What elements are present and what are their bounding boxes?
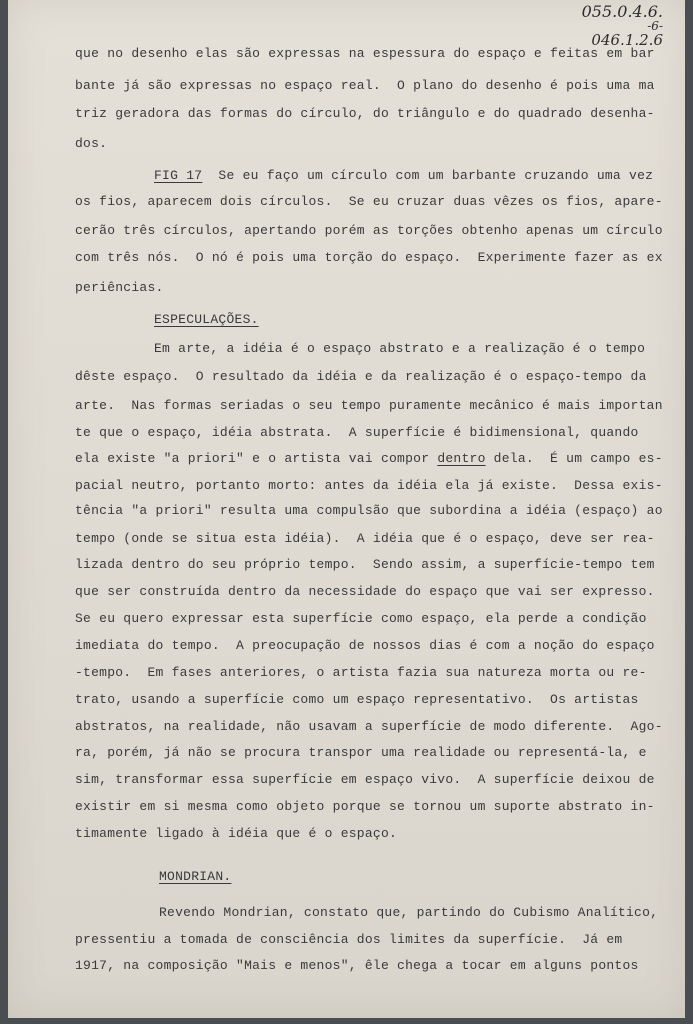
text-line: existir em si mesma como objeto porque se tornou um suporte abstrato in- xyxy=(75,799,655,814)
text-line: que no desenho elas são expressas na espessura do espaço e feitas em bar xyxy=(75,46,655,61)
archive-ref-line-2: -6- xyxy=(647,19,663,33)
text-line: timamente ligado à idéia que é o espaço. xyxy=(75,826,398,841)
text-line: periências. xyxy=(75,280,164,295)
text-segment: dela. É um campo es- xyxy=(485,451,663,466)
text-line-with-underlined-word xyxy=(75,451,663,466)
text-line: tempo (onde se situa esta idéia). A idéia que é o espaço, deve ser rea- xyxy=(75,531,655,546)
text-line: abstratos, na realidade, não usavam a superfície de modo diferente. Ago- xyxy=(75,719,663,734)
text-line: imediata do tempo. A preocupação de nossos dias é com a noção do espaço xyxy=(75,638,655,653)
text-line: triz geradora das formas do círculo, do triângulo e do quadrado desenha- xyxy=(75,106,655,121)
archive-reference-number xyxy=(582,2,663,50)
text-line: que ser construída dentro da necessidade do espaço que vai ser expresso. xyxy=(75,584,655,599)
typewritten-page xyxy=(8,0,685,1018)
text-line: pressentiu a tomada de consciência dos limites da superfície. Já em xyxy=(75,932,623,947)
underlined-word-dentro: dentro xyxy=(437,451,486,466)
text-line: Em arte, a idéia é o espaço abstrato e a realização é o tempo xyxy=(154,341,646,356)
archive-ref-line-3: 046.1.2.6 xyxy=(591,31,663,49)
text-line: Revendo Mondrian, constato que, partindo do Cubismo Analítico, xyxy=(159,905,659,920)
text-line: tência "a priori" resulta uma compulsão que subordina a idéia (espaço) ao xyxy=(75,503,663,518)
archive-ref-line-1: 055.0.4.6. xyxy=(581,2,663,21)
text-line: pacial neutro, portanto morto: antes da idéia ela já existe. Dessa exis- xyxy=(75,478,663,493)
text-line: Se eu faço um círculo com um barbante cruzando uma vez xyxy=(202,168,654,183)
text-line: os fios, aparecem dois círculos. Se eu cruzar duas vêzes os fios, apare- xyxy=(75,194,663,209)
text-line: lizada dentro do seu próprio tempo. Sendo assim, a superfície-tempo tem xyxy=(75,557,655,572)
text-line: -tempo. Em fases anteriores, o artista fazia sua natureza morta ou re- xyxy=(75,665,647,680)
text-line: ra, porém, já não se procura transpor uma realidade ou representá-la, e xyxy=(75,745,647,760)
section-heading-especulacoes: ESPECULAÇÕES. xyxy=(154,312,259,327)
text-line: 1917, na composição "Mais e menos", êle chega a tocar em alguns pontos xyxy=(75,958,639,973)
section-heading-mondrian: MONDRIAN. xyxy=(159,869,232,884)
figure-label: FIG 17 xyxy=(154,168,203,183)
text-line: arte. Nas formas seriadas o seu tempo puramente mecânico é mais importan xyxy=(75,398,663,413)
text-line: cerão três círculos, apertando porém as torções obtenho apenas um círculo xyxy=(75,223,663,238)
text-line: Se eu quero expressar esta superfície como espaço, ela perde a condição xyxy=(75,611,647,626)
text-segment: ela existe "a priori" e o artista vai compor xyxy=(75,451,438,466)
text-line: dêste espaço. O resultado da idéia e da realização é o espaço-tempo da xyxy=(75,369,647,384)
text-line: com três nós. O nó é pois uma torção do espaço. Experimente fazer as ex xyxy=(75,250,663,265)
text-line: bante já são expressas no espaço real. O plano do desenho é pois uma ma xyxy=(75,78,655,93)
text-line: te que o espaço, idéia abstrata. A superfície é bidimensional, quando xyxy=(75,425,639,440)
fig-17-paragraph-first-line xyxy=(154,168,653,183)
text-line: dos. xyxy=(75,136,108,151)
text-line: trato, usando a superfície como um espaço representativo. Os artistas xyxy=(75,692,639,707)
text-line: sim, transformar essa superfície em espaço vivo. A superfície deixou de xyxy=(75,772,655,787)
